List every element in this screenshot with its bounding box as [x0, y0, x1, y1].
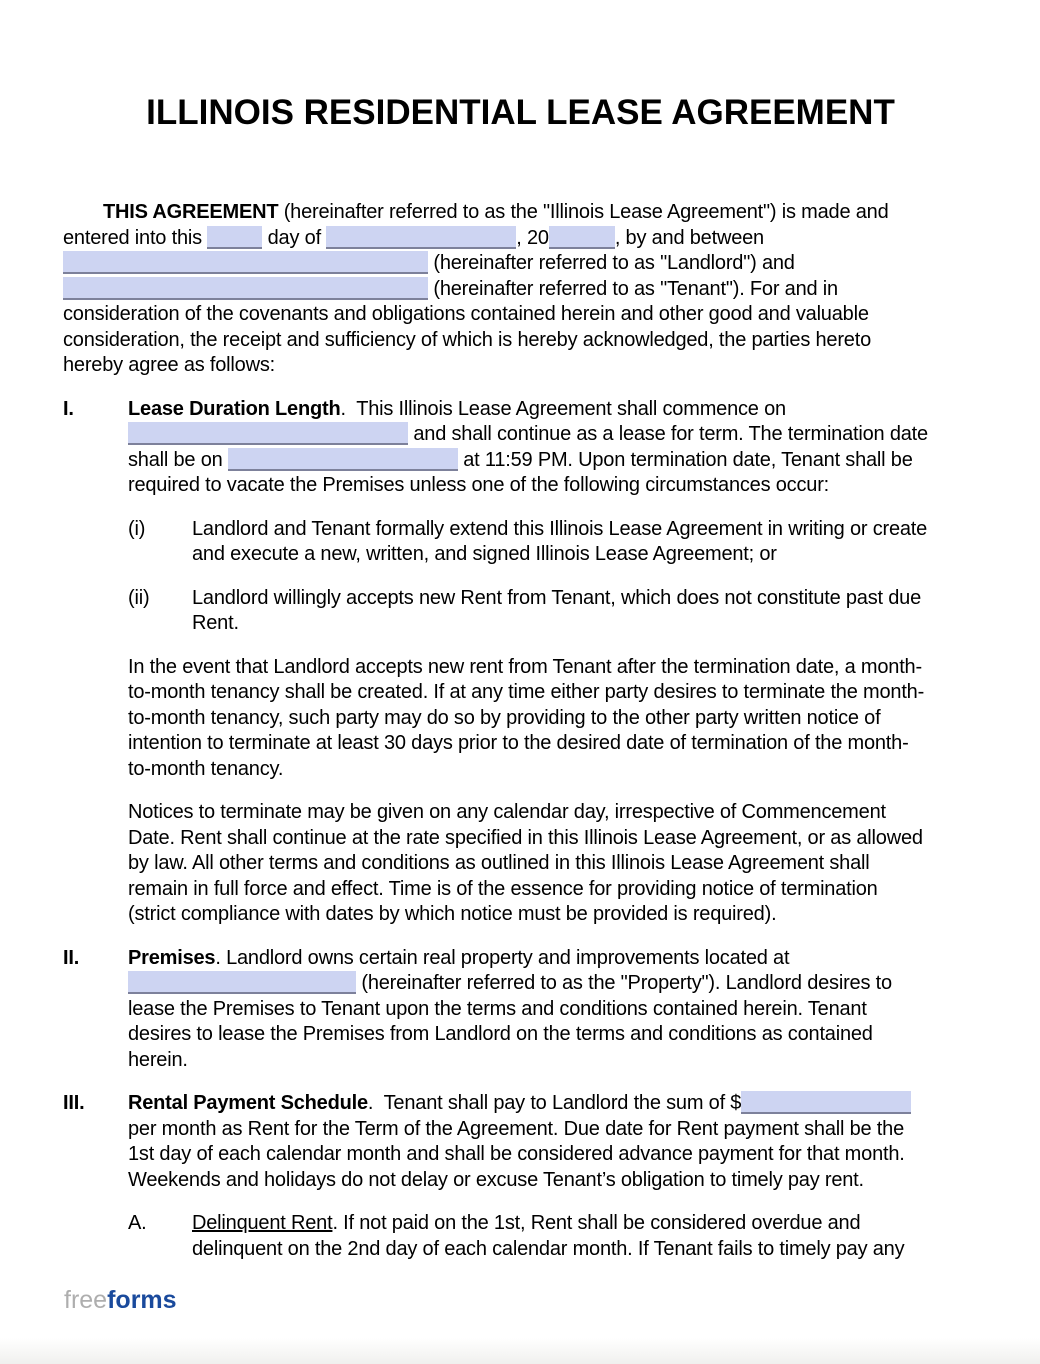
- bold-run: Premises: [128, 946, 216, 969]
- underlined-run: Delinquent Rent: [192, 1212, 333, 1234]
- blank-field-commencement-date[interactable]: [128, 422, 408, 445]
- text-run: entered into this: [63, 226, 208, 249]
- item-text: [128, 946, 978, 1074]
- item-text: [192, 586, 978, 637]
- section-premises: [63, 946, 978, 1074]
- paragraph-month-to-month: [128, 655, 978, 783]
- subitem-delinquent-rent: [128, 1211, 978, 1262]
- section-lease-duration: [63, 397, 978, 499]
- text-run: . Landlord owns certain real property and improvements located at: [215, 946, 790, 969]
- text-run: Landlord willingly accepts new Rent from Tenant, which does not constitute past due: [192, 586, 922, 609]
- text-run: Date. Rent shall continue at the rate specified in this Illinois Lease Agreement, or as allowed: [128, 826, 923, 849]
- document-body: [63, 200, 978, 1262]
- blank-field-property-address[interactable]: [128, 971, 356, 994]
- text-run: remain in full force and effect. Time is of the essence for providing notice of termination: [128, 877, 878, 900]
- item-text: [192, 517, 978, 568]
- item-number: (i): [128, 517, 146, 540]
- item-text: [128, 397, 978, 499]
- freeforms-logo: [64, 1287, 177, 1313]
- item-number: III.: [63, 1092, 85, 1114]
- text-run: . This Illinois Lease Agreement shall commence on: [340, 397, 786, 420]
- blank-field-tenant-name[interactable]: [63, 277, 428, 300]
- text-run: intention to terminate at least 30 days prior to the desired date of termination of the month-: [128, 732, 909, 754]
- text-run: to-month tenancy, such party may do so by providing to the other party written notice of: [128, 706, 881, 729]
- text-run: at 11:59 PM. Upon termination date, Tenant shall be: [457, 448, 913, 471]
- blank-field-rent-amount[interactable]: [741, 1091, 911, 1114]
- text-run: (hereinafter referred to as "Tenant"). For and in: [428, 277, 838, 300]
- text-run: (hereinafter referred to as the "Illinois Lease Agreement") is made and: [278, 201, 889, 223]
- text-run: Rent.: [192, 612, 239, 634]
- blank-field-year[interactable]: [549, 226, 615, 249]
- text-run: by law. All other terms and conditions as outlined in this Illinois Lease Agreement shall: [128, 852, 870, 874]
- text-run: consideration of the covenants and obligations contained herein and other good and valuable: [63, 303, 869, 325]
- item-text: [128, 1091, 978, 1193]
- text-run: 1st day of each calendar month and shall be considered advance payment for that month.: [128, 1143, 905, 1165]
- text-run: Notices to terminate may be given on any calendar day, irrespective of Commencement: [128, 801, 886, 823]
- text-run: to-month tenancy shall be created. If at any time either party desires to terminate the month-: [128, 681, 925, 703]
- text-run: . If not paid on the 1st, Rent shall be considered overdue and: [332, 1212, 861, 1234]
- page-bottom-edge: [0, 1338, 1040, 1364]
- item-number: II.: [63, 946, 80, 969]
- text-run: per month as Rent for the Term of the Agreement. Due date for Rent payment shall be the: [128, 1117, 905, 1140]
- logo-forms: forms: [107, 1286, 177, 1314]
- text-run: lease the Premises to Tenant upon the terms and conditions contained herein. Tenant: [128, 997, 867, 1020]
- blank-field-landlord-name[interactable]: [63, 251, 428, 274]
- text-run: day of: [262, 226, 327, 249]
- text-run: (hereinafter referred to as the "Property"). Landlord desires to: [356, 972, 892, 994]
- text-run: consideration, the receipt and sufficiency of which is hereby acknowledged, the parties hereto: [63, 328, 871, 351]
- subitem-ii: [128, 586, 978, 637]
- text-run: Landlord and Tenant formally extend this Illinois Lease Agreement in writing or create: [192, 517, 928, 540]
- blank-field-month[interactable]: [326, 226, 516, 249]
- bold-run: THIS AGREEMENT: [103, 201, 279, 223]
- item-text: [192, 1211, 978, 1262]
- document-title: ILLINOIS RESIDENTIAL LEASE AGREEMENT: [146, 93, 895, 132]
- text-run: and shall continue as a lease for term. The termination date: [408, 423, 928, 445]
- item-number: A.: [128, 1212, 147, 1234]
- text-run: and execute a new, written, and signed Illinois Lease Agreement; or: [192, 543, 777, 565]
- paragraph-notices: [128, 800, 978, 928]
- text-run: hereby agree as follows:: [63, 354, 275, 376]
- text-run: (strict compliance with dates by which notice must be provided is required).: [128, 903, 777, 925]
- text-run: shall be on: [128, 448, 228, 471]
- section-rental-payment: [63, 1091, 978, 1193]
- text-run: In the event that Landlord accepts new rent from Tenant after the termination date, a month-: [128, 655, 922, 678]
- item-number: I.: [63, 397, 74, 420]
- text-run: (hereinafter referred to as "Landlord") and: [428, 252, 795, 274]
- subitem-i: [128, 517, 978, 568]
- text-run: to-month tenancy.: [128, 757, 284, 780]
- text-run: Weekends and holidays do not delay or excuse Tenant’s obligation to timely pay rent.: [128, 1168, 864, 1191]
- blank-field-day[interactable]: [207, 226, 262, 249]
- intro-paragraph: [63, 200, 978, 379]
- text-run: . Tenant shall pay to Landlord the sum of $: [367, 1092, 742, 1114]
- logo-free: free: [64, 1286, 108, 1314]
- bold-run: Rental Payment Schedule: [128, 1092, 368, 1114]
- text-run: , 20: [516, 226, 549, 249]
- text-run: delinquent on the 2nd day of each calendar month. If Tenant fails to timely pay any: [192, 1237, 905, 1260]
- text-run: , by and between: [614, 226, 764, 249]
- text-run: desires to lease the Premises from Landlord on the terms and conditions as contained: [128, 1023, 873, 1045]
- bold-run: Lease Duration Length: [128, 397, 341, 420]
- blank-field-termination-date[interactable]: [228, 448, 458, 471]
- text-run: required to vacate the Premises unless one of the following circumstances occur:: [128, 474, 830, 496]
- text-run: herein.: [128, 1048, 188, 1071]
- item-number: (ii): [128, 586, 150, 609]
